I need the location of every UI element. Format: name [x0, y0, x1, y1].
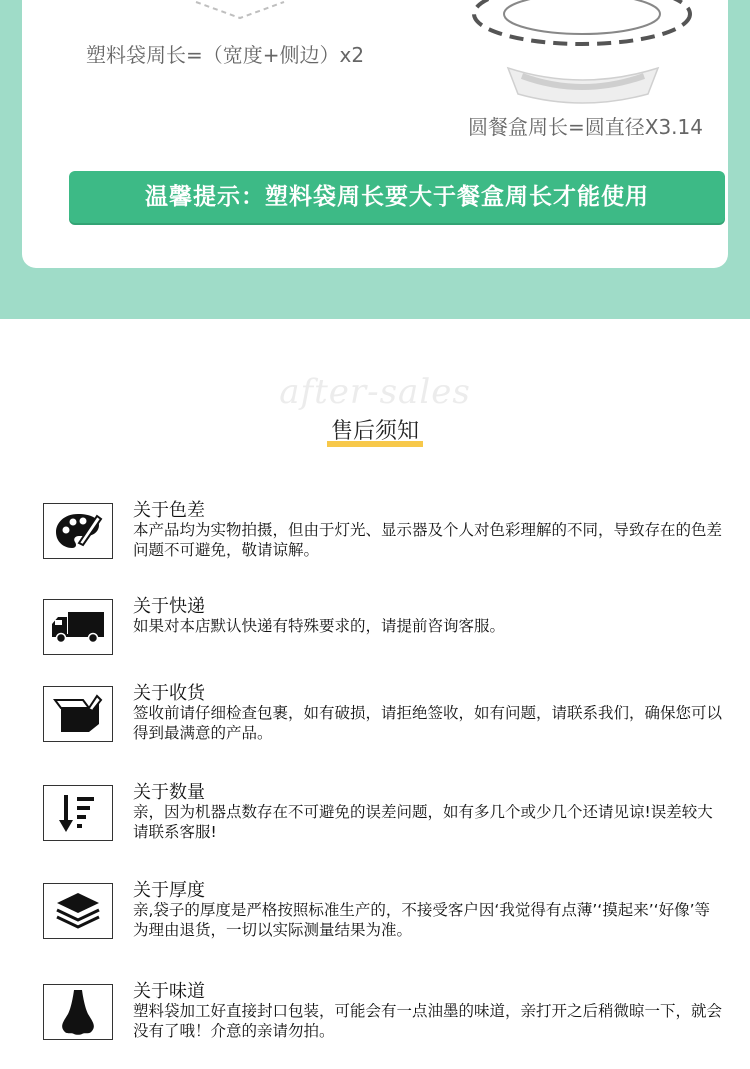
notice-title: 关于味道 [133, 981, 205, 1002]
notice-title: 关于数量 [133, 782, 205, 803]
nose-icon [43, 984, 113, 1040]
sort-quantity-icon [43, 785, 113, 841]
round-box-illustration [462, 0, 702, 110]
after-sales-title [0, 414, 750, 447]
box-perimeter-caption: 圆餐盒周长=圆直径X3.14 [468, 115, 703, 139]
open-box-icon [43, 686, 113, 742]
bag-dimension-illustration [182, 0, 302, 20]
notice-body: 如果对本店默认快递有特殊要求的，请提前咨询客服。 [133, 617, 506, 635]
bag-perimeter-caption: 塑料袋周长=（宽度+侧边）x2 [86, 43, 365, 67]
notice-title: 关于快递 [133, 596, 205, 617]
layers-icon [43, 883, 113, 939]
after-sales-script-text: after-sales [279, 372, 471, 412]
after-sales-title-text: 售后须知 [327, 414, 423, 447]
size-guide-section [0, 0, 750, 319]
palette-icon [43, 503, 113, 559]
notice-body: 塑料袋加工好直接封口包装，可能会有一点油墨的味道，亲打开之后稍微晾一下，就会没有了哦！介意的亲请勿拍。 [133, 1002, 723, 1040]
notice-body: 亲,袋子的厚度是严格按照标准生产的，不接受客户因‘我觉得有点薄’‘摸起来’‘好像’等为理由退货，一切以实际测量结果为准。 [133, 901, 710, 939]
notice-body: 亲，因为机器点数存在不可避免的误差问题，如有多几个或少几个还请见谅!误差较大请联系客服! [133, 803, 713, 841]
notice-body: 签收前请仔细检查包裹，如有破损，请拒绝签收，如有问题，请联系我们，确保您可以得到最满意的产品。 [133, 704, 723, 742]
delivery-truck-icon [43, 599, 113, 655]
notice-title: 关于色差 [133, 500, 205, 521]
notice-body: 本产品均为实物拍摄，但由于灯光、显示器及个人对色彩理解的不同，导致存在的色差问题不可避免，敬请谅解。 [133, 521, 723, 559]
notice-title: 关于厚度 [133, 880, 205, 901]
size-guide-card [22, 0, 728, 268]
notice-title: 关于收货 [133, 683, 205, 704]
warm-tip-banner: 温馨提示：塑料袋周长要大于餐盒周长才能使用 [69, 171, 725, 223]
